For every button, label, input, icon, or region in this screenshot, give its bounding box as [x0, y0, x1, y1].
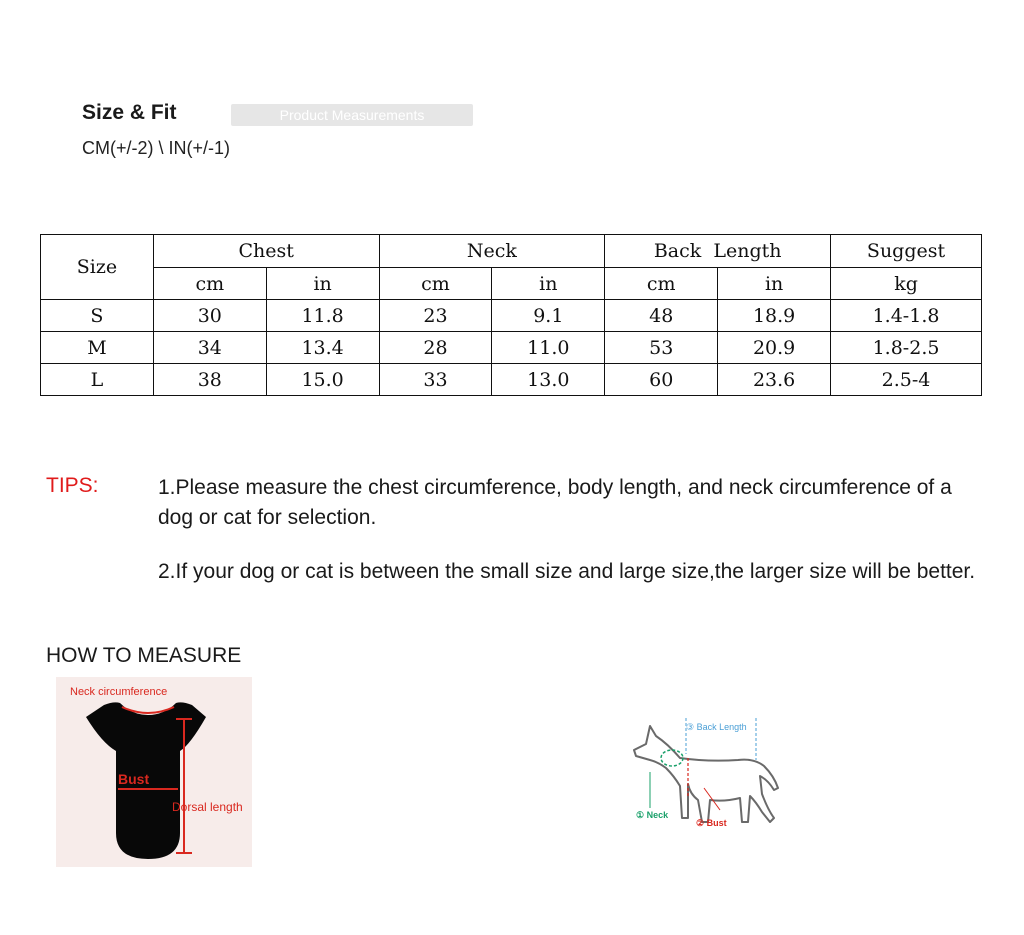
unit-header: in	[492, 268, 605, 300]
tip-item: 2.If your dog or cat is between the small size and large size,the larger size will be better.	[158, 560, 976, 583]
table-cell: 28	[379, 332, 492, 364]
table-row	[41, 364, 982, 396]
table-cell: 11.0	[492, 332, 605, 364]
tips-label: TIPS:	[46, 474, 99, 497]
bust-pointer	[704, 788, 720, 810]
tip-item: 1.Please measure the chest circumference, body length, and neck circumference of a dog or cat for selection.	[158, 476, 952, 529]
table-cell: 20.9	[718, 332, 831, 364]
back-length-group-header: Back Length	[605, 235, 831, 268]
table-cell: 1.8-2.5	[831, 332, 982, 364]
unit-header: in	[266, 268, 379, 300]
table-cell: S	[41, 300, 154, 332]
size-table	[40, 234, 982, 396]
size-column-header: Size	[41, 235, 154, 300]
table-cell: 18.9	[718, 300, 831, 332]
table-cell: L	[41, 364, 154, 396]
unit-header: cm	[379, 268, 492, 300]
table-cell: 23	[379, 300, 492, 332]
table-cell: 34	[153, 332, 266, 364]
table-cell: 33	[379, 364, 492, 396]
table-cell: 13.0	[492, 364, 605, 396]
shirt-measure-illustration	[56, 677, 252, 867]
table-cell: 60	[605, 364, 718, 396]
unit-header: in	[718, 268, 831, 300]
page-title: Size & Fit	[82, 101, 177, 124]
table-cell: 1.4-1.8	[831, 300, 982, 332]
dog-measure-illustration	[628, 714, 788, 844]
shirt-diagram	[56, 677, 252, 867]
table-cell: 13.4	[266, 332, 379, 364]
unit-header: cm	[153, 268, 266, 300]
table-cell: 53	[605, 332, 718, 364]
neck-circumference-label: Neck circumference	[70, 686, 168, 698]
table-cell: 2.5-4	[831, 364, 982, 396]
product-measurements-badge: Product Measurements	[231, 104, 473, 126]
table-row	[41, 300, 982, 332]
table-cell: 38	[153, 364, 266, 396]
table-cell: 30	[153, 300, 266, 332]
neck-label: ① Neck	[636, 810, 669, 820]
table-cell: 48	[605, 300, 718, 332]
table-cell: M	[41, 332, 154, 364]
table-cell: 11.8	[266, 300, 379, 332]
neck-group-header: Neck	[379, 235, 605, 268]
bust-label: ② Bust	[696, 818, 727, 828]
table-header-row	[41, 235, 982, 268]
table-cell: 9.1	[492, 300, 605, 332]
unit-header: cm	[605, 268, 718, 300]
back-length-label: ③ Back Length	[686, 722, 747, 732]
dog-diagram	[628, 714, 788, 844]
dorsal-length-label: Dorsal length	[172, 800, 243, 814]
table-unit-row	[41, 268, 982, 300]
suggest-group-header: Suggest	[831, 235, 982, 268]
units-note: CM(+/-2) \ IN(+/-1)	[82, 138, 231, 158]
bust-label: Bust	[118, 771, 150, 787]
table-row	[41, 332, 982, 364]
unit-header: kg	[831, 268, 982, 300]
table-cell: 15.0	[266, 364, 379, 396]
table-cell: 23.6	[718, 364, 831, 396]
chest-group-header: Chest	[153, 235, 379, 268]
how-to-measure-heading: HOW TO MEASURE	[46, 644, 242, 667]
